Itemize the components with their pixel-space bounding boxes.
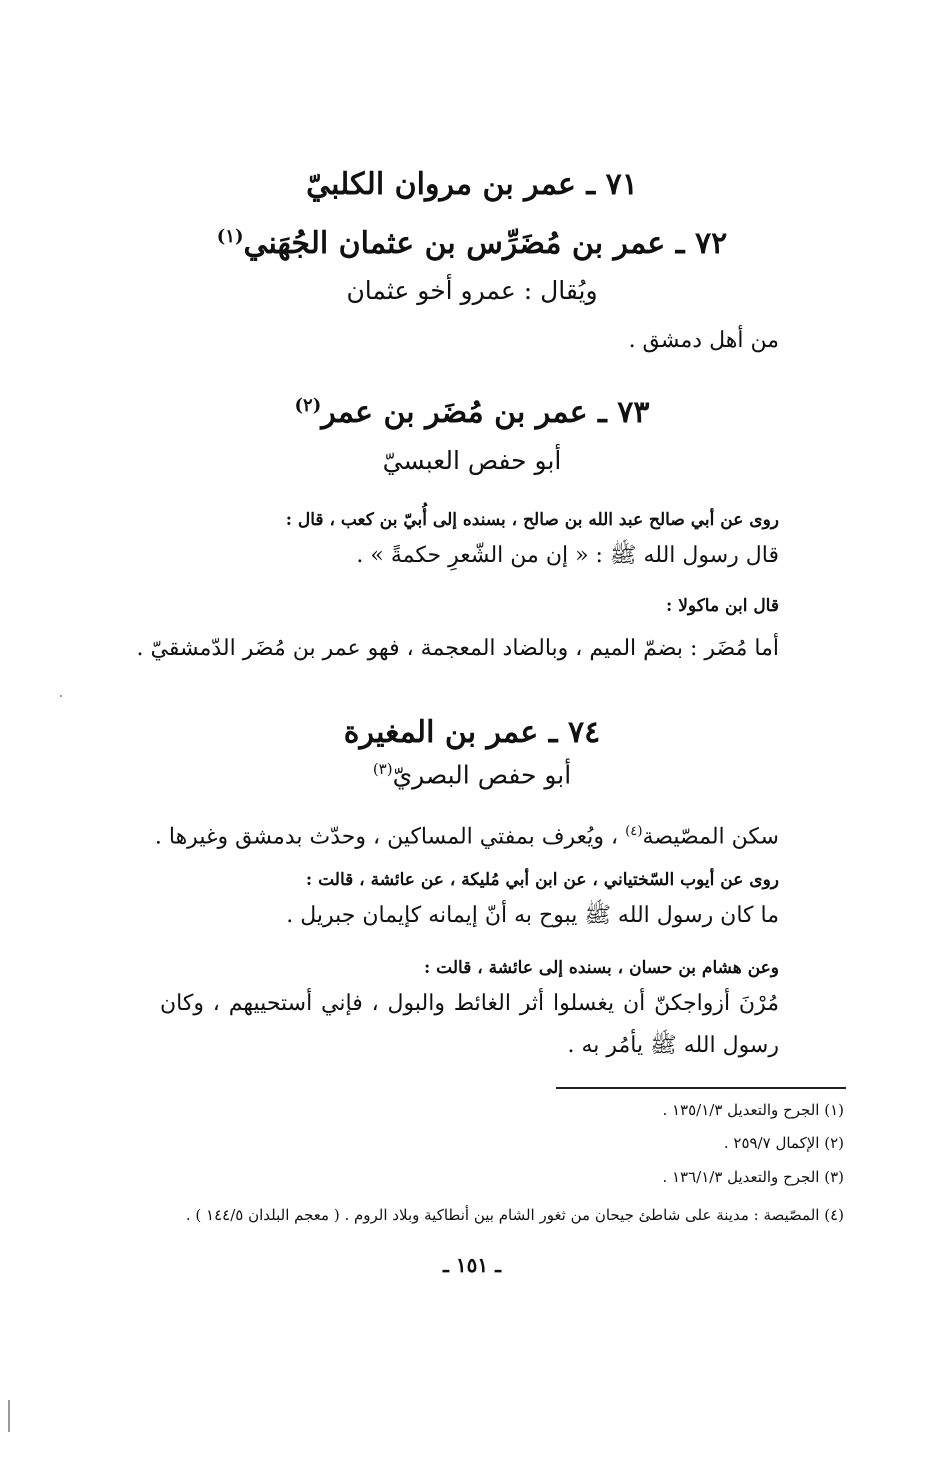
entry-74-hadith-2-line-1: مُرْنَ أزواجكنّ أن يغسلوا أثر الغائط والبول ، فإني أستحييهم ، وكان bbox=[160, 991, 779, 1016]
entry-72-text: من أهل دمشق . bbox=[628, 328, 779, 353]
entry-74-heading: ٧٤ ـ عمر بن المغيرة bbox=[343, 715, 601, 750]
footnote-2: (٢) الإكمال ٢٥٩/٧ . bbox=[723, 1134, 844, 1152]
page-number: ـ ١٥١ ـ bbox=[443, 1253, 501, 1277]
entry-73-quote-intro: قال ابن ماكولا : bbox=[666, 596, 779, 616]
footnote-divider bbox=[556, 1087, 846, 1089]
footnote-4: (٤) المصّيصة : مدينة على شاطئ جيحان من ثغور الشام بين أنطاكية وبلاد الروم . ( معجم البلدان ١٤٤/٥ ) . bbox=[185, 1206, 844, 1224]
entry-74-isnad-2: وعن هشام بن حسان ، بسنده إلى عائشة ، قالت : bbox=[423, 958, 779, 978]
footnote-ref-1: (١) bbox=[216, 226, 244, 247]
entry-71-heading: ٧١ ـ عمر بن مروان الكلبيّ bbox=[306, 167, 638, 202]
entry-72-alt-name: ويُقال : عمرو أخو عثمان bbox=[346, 276, 598, 305]
entry-74-hadith-1: ما كان رسول الله ﷺ يبوح به أنّ إيمانه كإيمان جبريل . bbox=[286, 903, 779, 928]
entry-73-hadith: قال رسول الله ﷺ : « إن من الشّعرِ حكمةً » . bbox=[356, 543, 779, 568]
entry-73-heading: ٧٣ ـ عمر بن مُضَر بن عمر$^{(٢)}$ bbox=[294, 395, 650, 430]
entry-74-line1: سكن المصّيصة$^{(٤)}$ ، ويُعرف بمفتي المساكين ، وحدّث بدمشق وغيرها . bbox=[154, 824, 779, 850]
entry-74-kunya: أبو حفص البصريّ$^{(٣)}$ bbox=[372, 760, 572, 790]
footnote-ref-4: (٤) bbox=[625, 824, 643, 839]
entry-74-hadith-2-line-2: رسول الله ﷺ يأمُر به . bbox=[567, 1033, 779, 1058]
entry-73-kunya: أبو حفص العبسيّ bbox=[382, 446, 562, 475]
footnote-3: (٣) الجرح والتعديل ١٣٦/١/٣ . bbox=[662, 1168, 844, 1186]
entry-74-isnad-1: روى عن أيوب السّختياني ، عن ابن أبي مُليكة ، عن عائشة ، قالت : bbox=[305, 870, 779, 890]
entry-72-heading: ٧٢ ـ عمر بن مُضَرِّس بن عثمان الجُهَني$^{(١)}$ bbox=[216, 226, 728, 261]
footnote-ref-2: (٢) bbox=[294, 395, 322, 416]
footnote-1: (١) الجرح والتعديل ١٣٥/١/٣ . bbox=[662, 1101, 844, 1119]
scan-edge-mark bbox=[8, 1400, 10, 1432]
entry-73-isnad: روى عن أبي صالح عبد الله بن صالح ، بسنده إلى أُبيّ بن كعب ، قال : bbox=[285, 510, 779, 530]
entry-73-quote: أما مُضَر : بضمّ الميم ، وبالضاد المعجمة ، فهو عمر بن مُضَر الدّمشقيّ . bbox=[136, 636, 779, 661]
scan-dot-mark bbox=[60, 695, 62, 697]
footnote-ref-3: (٣) bbox=[372, 760, 393, 778]
